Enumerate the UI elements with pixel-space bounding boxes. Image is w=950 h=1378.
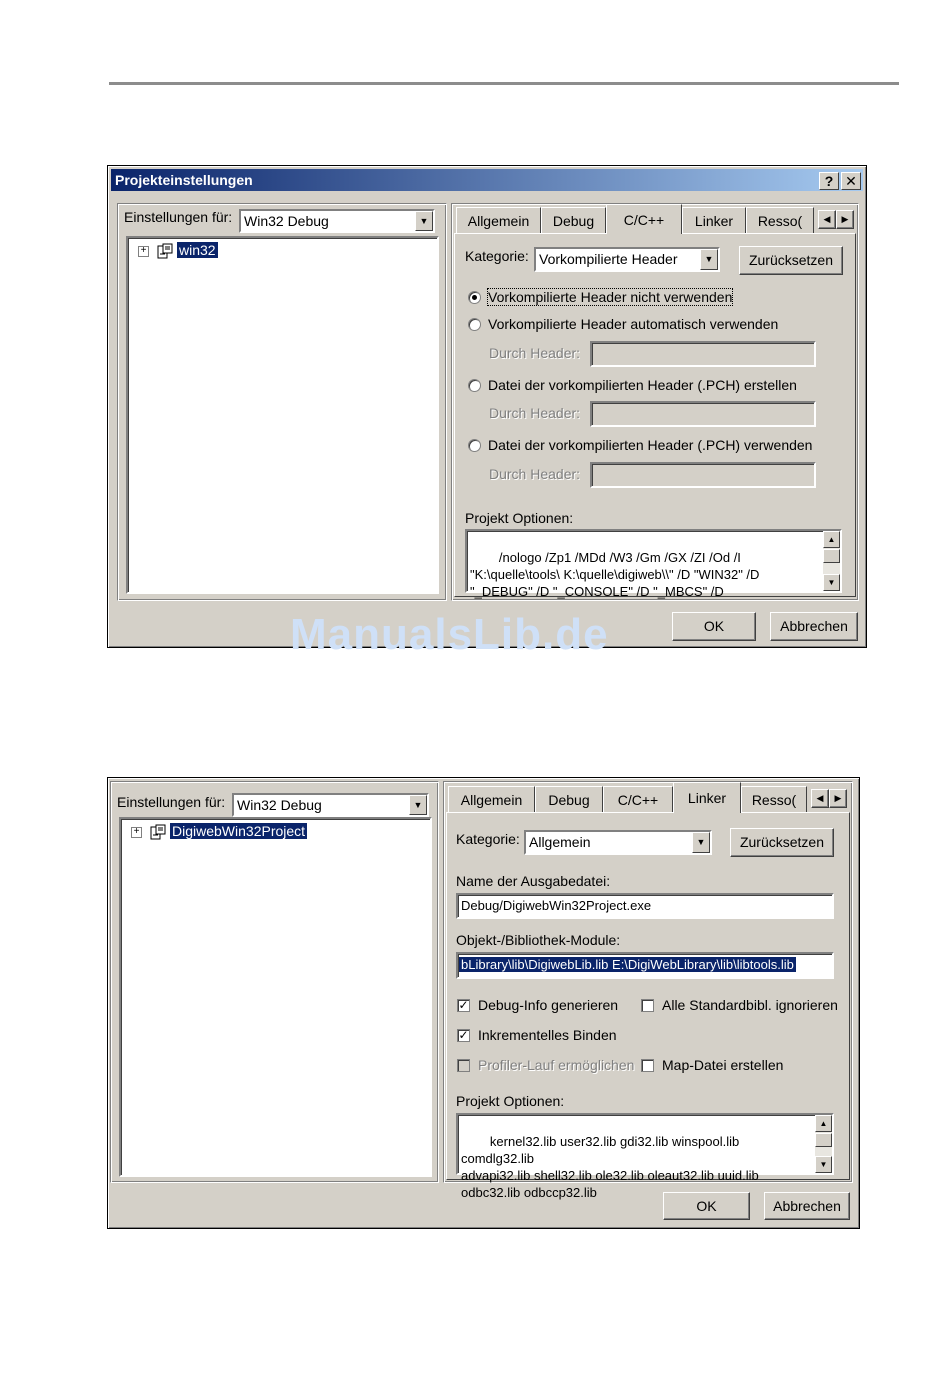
radio-pch-none-label[interactable]: Vorkompilierte Header nicht verwenden [488, 289, 733, 305]
chevron-down-icon[interactable]: ▼ [415, 211, 433, 231]
project-options-value: /nologo /Zp1 /MDd /W3 /Gm /GX /ZI /Od /I "K:\quelle\tools\ K:\quelle\digiweb\\" /D "WIN32" /D "_DEBUG" /D "_CONSOLE" /D "_MBCS" /D [470, 550, 760, 599]
project-icon [157, 243, 173, 259]
scroll-down-icon[interactable]: ▼ [823, 574, 840, 591]
checkbox-incremental-link[interactable]: ✓ [458, 1028, 469, 1042]
category-value: Allgemein [529, 834, 591, 850]
project-tree[interactable] [119, 817, 432, 1177]
watermark-text: ManualsLib.de [290, 610, 609, 659]
output-file-field[interactable] [456, 893, 834, 919]
radio-pch-none[interactable] [468, 291, 481, 304]
tab-resources[interactable]: Resso( [741, 786, 807, 812]
project-options-value: kernel32.lib user32.lib gdi32.lib winspool.lib comdlg32.lib advapi32.lib shell32.lib ole32.lib oleaut32.lib uuid.lib odbc32.lib odbccp32.lib [461, 1134, 759, 1200]
through-header-label-1: Durch Header: [489, 345, 581, 361]
tree-item-project[interactable]: DigiwebWin32Project [172, 823, 306, 839]
checkbox-debug-info[interactable]: ✓ [458, 998, 469, 1012]
radio-pch-create[interactable] [468, 379, 481, 392]
radio-pch-auto-label[interactable]: Vorkompilierte Header automatisch verwenden [488, 316, 779, 332]
radio-pch-use[interactable] [468, 439, 481, 452]
tab-scroll-right-icon[interactable]: ▶ [829, 789, 847, 808]
chevron-down-icon[interactable]: ▼ [409, 795, 427, 815]
output-file-value: Debug/DigiwebWin32Project.exe [461, 898, 652, 913]
checkbox-ignore-default-libs[interactable] [641, 999, 654, 1012]
through-header-label-3: Durch Header: [489, 466, 581, 482]
project-options-label: Projekt Optionen: [465, 510, 574, 526]
right-pane [443, 781, 853, 1200]
scroll-thumb[interactable] [823, 549, 840, 563]
help-button[interactable]: ? [819, 172, 839, 190]
checkbox-map-file[interactable] [641, 1059, 654, 1072]
settings-for-value: Win32 Debug [244, 213, 329, 229]
project-icon [150, 824, 166, 840]
settings-for-combo[interactable] [239, 209, 435, 233]
checkbox-map-file-label[interactable]: Map-Datei erstellen [662, 1057, 784, 1073]
tab-cpp[interactable]: C/C++ [606, 204, 682, 234]
checkbox-profiler [457, 1059, 470, 1072]
category-label: Kategorie: [465, 248, 529, 264]
radio-pch-create-label[interactable]: Datei der vorkompilierten Header (.PCH) erstellen [488, 377, 797, 393]
dialog-titlebar [111, 169, 863, 191]
tab-scroll-right-icon[interactable]: ▶ [836, 210, 854, 229]
checkbox-incremental-link-label[interactable]: Inkrementelles Binden [478, 1027, 617, 1043]
through-header-label-2: Durch Header: [489, 405, 581, 421]
radio-pch-auto[interactable] [468, 318, 481, 331]
tab-linker[interactable]: Linker [682, 207, 746, 233]
settings-for-combo[interactable] [232, 793, 429, 817]
tab-debug[interactable]: Debug [541, 207, 606, 233]
through-header-field-3 [590, 462, 816, 488]
tree-expand-icon[interactable]: + [138, 246, 149, 257]
checkbox-debug-info-label[interactable]: Debug-Info generieren [478, 997, 619, 1013]
chevron-down-icon[interactable]: ▼ [700, 249, 718, 270]
settings-for-value: Win32 Debug [237, 797, 322, 813]
modules-label: Objekt-/Bibliothek-Module: [456, 932, 621, 948]
through-header-field-2 [590, 401, 816, 427]
project-options-text[interactable] [465, 529, 842, 599]
left-pane [117, 203, 447, 601]
settings-for-label: Einstellungen für: [124, 209, 233, 225]
left-pane [110, 781, 439, 1183]
ok-button[interactable]: OK [672, 612, 756, 641]
options-scrollbar[interactable] [815, 1115, 832, 1173]
project-options-label: Projekt Optionen: [456, 1093, 565, 1109]
category-value: Vorkompilierte Header [539, 251, 678, 267]
tab-linker[interactable]: Linker [673, 782, 741, 813]
scroll-up-icon[interactable]: ▲ [823, 531, 840, 548]
ok-button[interactable]: OK [663, 1192, 750, 1220]
reset-button[interactable]: Zurücksetzen [739, 246, 843, 275]
scroll-up-icon[interactable]: ▲ [815, 1115, 832, 1132]
reset-button[interactable]: Zurücksetzen [730, 828, 834, 857]
tab-scroll-left-icon[interactable]: ◀ [811, 789, 829, 808]
checkbox-profiler-label: Profiler-Lauf ermöglichen [478, 1057, 635, 1073]
output-file-label: Name der Ausgabedatei: [456, 873, 611, 889]
project-options-text[interactable] [456, 1113, 834, 1200]
tree-item-win32[interactable]: win32 [179, 242, 216, 258]
tab-scroll-left-icon[interactable]: ◀ [818, 210, 836, 229]
close-button[interactable]: ✕ [841, 172, 861, 190]
right-pane [451, 203, 859, 601]
settings-for-label: Einstellungen für: [117, 794, 226, 810]
modules-field[interactable] [456, 952, 834, 979]
page-top-rule [109, 82, 899, 85]
checkbox-ignore-default-libs-label[interactable]: Alle Standardbibl. ignorieren [662, 997, 838, 1013]
category-label: Kategorie: [456, 831, 520, 847]
category-combo[interactable] [524, 830, 712, 855]
tab-debug[interactable]: Debug [535, 786, 603, 812]
options-scrollbar[interactable] [823, 531, 840, 591]
radio-pch-use-label[interactable]: Datei der vorkompilierten Header (.PCH) verwenden [488, 437, 813, 453]
category-combo[interactable] [534, 247, 720, 272]
tree-expand-icon[interactable]: + [131, 827, 142, 838]
linker-settings-dialog [107, 777, 860, 1229]
chevron-down-icon[interactable]: ▼ [692, 832, 710, 853]
tab-general[interactable]: Allgemein [456, 207, 541, 233]
cancel-button[interactable]: Abbrechen [770, 612, 858, 641]
scroll-thumb[interactable] [815, 1133, 832, 1147]
cpp-tab-page [454, 233, 856, 597]
dialog-title: Projekteinstellungen [115, 172, 253, 188]
modules-value: bLibrary\lib\DigiwebLib.lib E:\DigiWebLibrary\lib\libtools.lib [461, 957, 794, 972]
tab-general[interactable]: Allgemein [448, 786, 535, 812]
project-tree[interactable] [126, 236, 439, 594]
tab-resources[interactable]: Resso( [746, 207, 814, 233]
tab-cpp[interactable]: C/C++ [603, 786, 673, 812]
project-settings-dialog [107, 165, 867, 648]
cancel-button[interactable]: Abbrechen [764, 1192, 850, 1220]
linker-tab-page [446, 812, 850, 1200]
through-header-field-1 [590, 341, 816, 367]
scroll-down-icon[interactable]: ▼ [815, 1156, 832, 1173]
